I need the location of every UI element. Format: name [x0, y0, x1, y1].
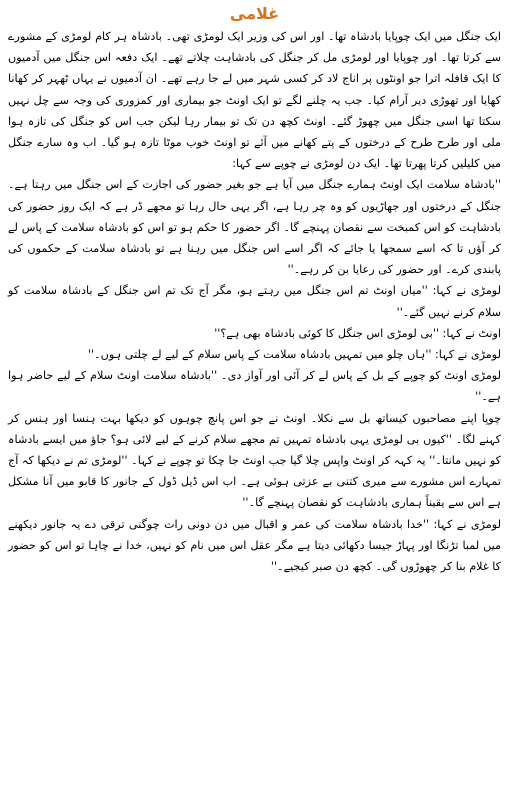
paragraph-8: لومڑی نے کہا: ''خدا بادشاہ سلامت کی عمر و اقبال میں دن دونی رات چوگنی ترقی دے یہ جانور دیکھنے میں لمبا تڑنگا اور پہاڑ جیسا دکھائی دیتا ہے مگر عقل اس میں نام کو نہیں، خدا نے چاہا تو اس کو حضور کا غلام بنا کر چھوڑوں گی۔ کچھ دن صبر کیجیے۔'' — [8, 517, 501, 574]
paragraph-3: لومڑی نے کہا: ''میاں اونٹ تم اس جنگل میں رہتے ہو، مگر آج تک تم اس جنگل کے بادشاہ سلامت کو سلام کرنے نہیں گئے۔'' — [8, 284, 501, 319]
paragraph-7: چوپا اپنے مصاحبوں کیساتھ بل سے نکلا۔ اونٹ نے جو اس پانچ چوہوں کو دیکھا بہت ہنسا اور ہنس کر کہنے لگا۔ ''کیوں بی لومڑی یہی بادشاہ تمہیں تم مجھے سلام کرنے کے لیے لائی ہو؟ جاؤ میں ایسے بادشاہ کو نہیں مانتا۔'' یہ کہہ کر اونٹ واپس چلا گیا جب اونٹ جا چکا تو چوپے نے کہا۔ ''لومڑی تم نے دیکھا کہ آج تمہارے اس مشورے سے میری کتنی بے عزتی ہوئی ہے۔ اب اس ڈیل ڈول کے جانور کا قابو میں آنا مشکل ہے اس سے یقیناً ہماری بادشاہت کو نقصان پہنچے گا۔'' — [8, 411, 501, 510]
page — [0, 2, 509, 808]
story-body — [8, 26, 501, 577]
story-title: غلامی — [229, 4, 280, 23]
paragraph-2: ''بادشاہ سلامت ایک اونٹ ہمارے جنگل میں آیا ہے جو بغیر حضور کی اجازت کے اس جنگل میں رہتا ہے۔ جنگل کے درختوں اور جھاڑیوں کو وہ چر رہا ہے، اگر یہی حال رہا تو مجھے ڈر ہے کہ ایک روز حضور کی بادشاہت کو اس کمبخت سے نقصان پہنچے گا۔ اگر حضور کا حکم ہو تو اس کو بادشاہ سلامت کے پاس لے کر آؤں تا کہ اسے سمجھا یا جائے کہ اگر اسے اس جنگل میں رہنا ہے تو بادشاہ سلامت کے حکموں کی پابندی کرے۔ اور حضور کی رعایا بن کر رہے۔'' — [8, 178, 501, 277]
paragraph-4: اونٹ نے کہا: ''بی لومڑی اس جنگل کا کوئی بادشاہ بھی ہے؟'' — [214, 326, 501, 340]
paragraph-6: لومڑی اونٹ کو چوپے کے بل کے پاس لے کر آئی اور آواز دی۔ ''بادشاہ سلامت اونٹ سلام کے لیے حاضر ہوا ہے۔'' — [8, 369, 501, 404]
paragraph-1: ایک جنگل میں ایک چوپایا بادشاہ تھا۔ اور اس کی وزیر ایک لومڑی تھی۔ بادشاہ ہر کام لومڑی کے مشورے سے کرتا تھا۔ اور چوپایا اور لومڑی مل کر جنگل کی بادشاہت چلاتے تھے۔ ایک دفعہ اس جنگل میں آدمیوں کا ایک قافلہ اترا جو اونٹوں پر اناج لاد کر کسی شہر میں لے جا رہے تھے۔ ان آدمیوں نے یہاں ٹھہر کر کھانا کھایا اور تھوڑی دیر آرام کیا۔ جب یہ چلنے لگے تو ایک اونٹ جو بیماری اور کمزوری کی وجہ سے چل نہیں سکتا تھا اسی جنگل میں چھوڑ گئے۔ اونٹ کچھ دن تک تو بیمار رہا لیکن جب اس کو جنگل کی تازہ ہوا ملی اور طرح طرح کے درختوں کے پتے کھانے میں آئے تو اونٹ خوب موٹا تازہ ہو گیا۔ اب وہ سارے جنگل میں کلیلیں کرتا پھرتا تھا۔ ایک دن لومڑی نے چوپے سے کہا: — [8, 30, 501, 171]
paragraph-5: لومڑی نے کہا: ''ہاں چلو میں تمہیں بادشاہ سلامت کے پاس سلام کے لیے لے چلتی ہوں۔'' — [87, 348, 501, 362]
